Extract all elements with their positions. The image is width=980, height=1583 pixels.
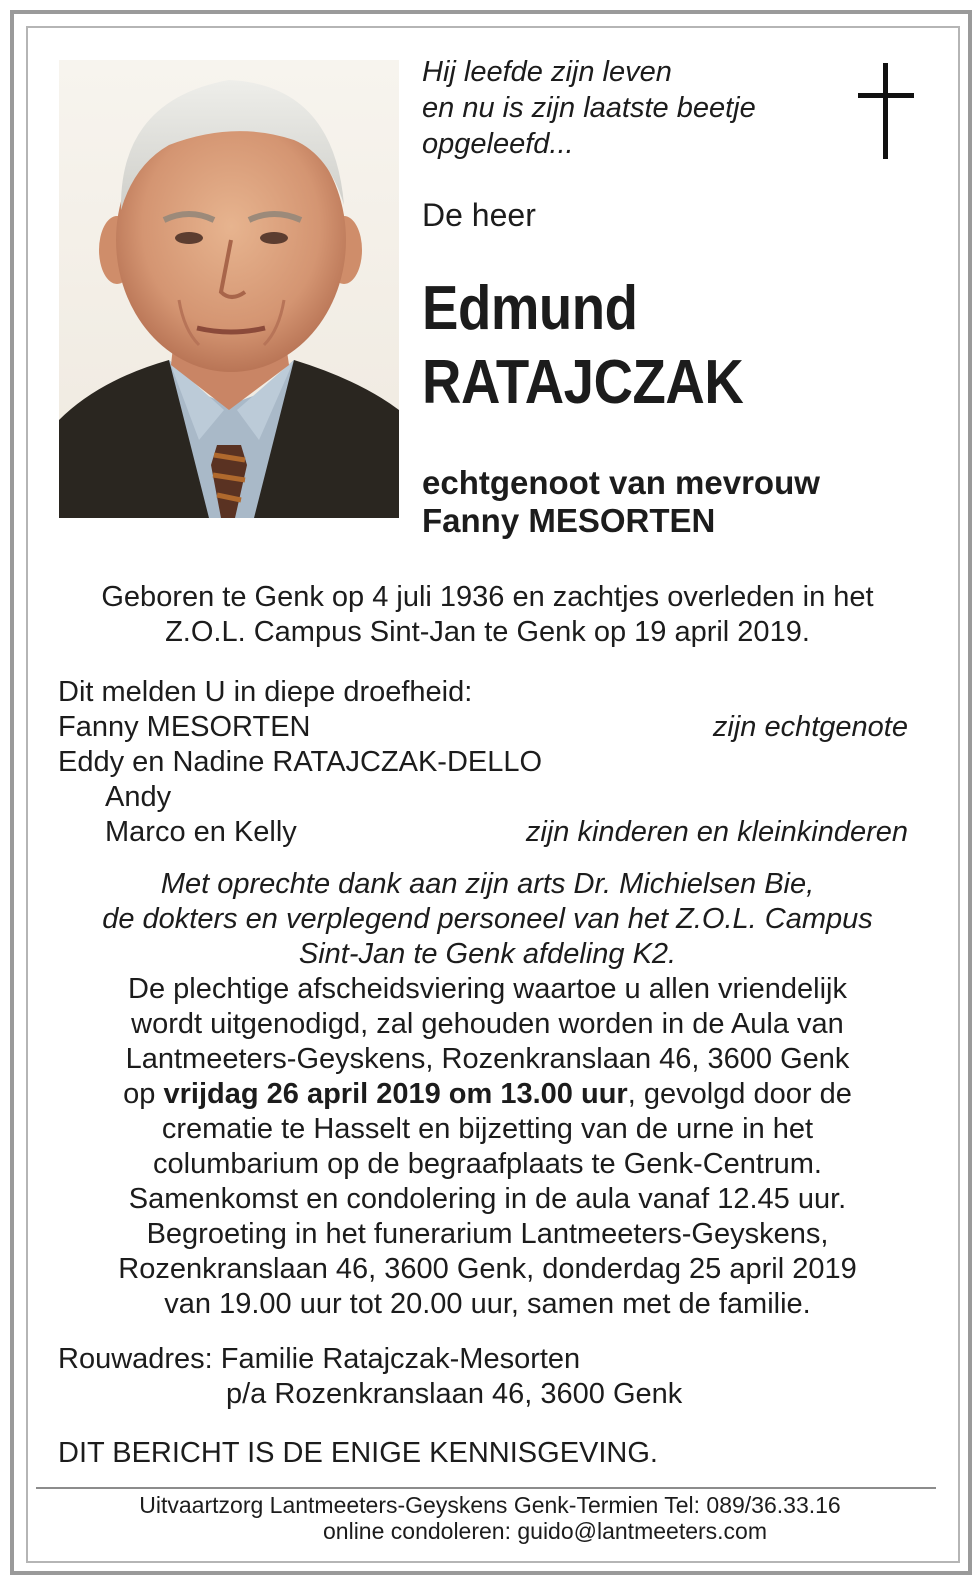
portrait-photo <box>59 60 399 518</box>
mourners-intro: Dit melden U in diepe droefheid: <box>58 676 473 708</box>
spouse-line-1: echtgenoot van mevrouw <box>422 464 820 501</box>
ceremony-line: De plechtige afscheidsviering waartoe u allen vriendelijk <box>128 973 847 1005</box>
mourner-name: Marco en Kelly <box>105 816 297 848</box>
portrait-illustration <box>59 60 399 518</box>
motto-quote: Hij leefde zijn leven en nu is zijn laatste beetje opgeleefd... <box>422 56 756 160</box>
ceremony-line: Begroeting in het funerarium Lantmeeters-Geyskens, <box>146 1218 829 1250</box>
ceremony-line: crematie te Hasselt en bijzetting van de urne in het <box>161 1113 814 1145</box>
spouse-line-2: Fanny MESORTEN <box>422 502 716 539</box>
birth-death-line: Z.O.L. Campus Sint-Jan te Genk op 19 april 2019. <box>165 616 810 648</box>
mourners-list <box>58 675 908 850</box>
ceremony-line: wordt uitgenodigd, zal gehouden worden in de Aula van <box>131 1008 844 1040</box>
ceremony-line: Lantmeeters-Geyskens, Rozenkranslaan 46, 3600 Genk <box>125 1043 850 1075</box>
mourning-address-line-2: p/a Rozenkranslaan 46, 3600 Genk <box>226 1378 683 1410</box>
ceremony-date: vrijdag 26 april 2019 om 13.00 uur <box>163 1078 628 1110</box>
list-item <box>58 780 908 815</box>
footer-divider <box>36 1487 936 1489</box>
ceremony-line: columbarium op de begraafplaats te Genk-Centrum. <box>153 1148 822 1180</box>
mourner-name: Eddy en Nadine RATAJCZAK-DELLO <box>58 746 543 778</box>
spouse-info <box>422 464 820 540</box>
mourner-name: Fanny MESORTEN <box>58 711 311 743</box>
deceased-name <box>422 272 743 420</box>
birth-death-line: Geboren te Genk op 4 juli 1936 en zachtjes overleden in het <box>101 581 874 613</box>
list-item <box>58 710 908 745</box>
thanks-line: de dokters en verplegend personeel van het Z.O.L. Campus <box>102 903 873 935</box>
ceremony-date-pre: op <box>123 1078 164 1110</box>
thanks-and-ceremony <box>40 867 935 1322</box>
sole-notice: DIT BERICHT IS DE ENIGE KENNISGEVING. <box>58 1437 658 1469</box>
ceremony-date-line <box>40 1077 935 1112</box>
ceremony-date-post: , gevolgd door de <box>627 1078 852 1110</box>
footer-line-2: online condoleren: guido@lantmeeters.com <box>323 1518 767 1544</box>
thanks-line: Sint-Jan te Genk afdeling K2. <box>298 938 677 970</box>
last-name: RATAJCZAK <box>422 348 744 417</box>
mourner-relation: zijn echtgenote <box>712 711 908 743</box>
mourner-relation: zijn kinderen en kleinkinderen <box>525 816 908 848</box>
footer-line-1: Uitvaartzorg Lantmeeters-Geyskens Genk-Termien Tel: 089/36.33.16 <box>139 1492 841 1518</box>
mourning-address <box>58 1342 908 1412</box>
first-name: Edmund <box>422 274 638 343</box>
thanks-line: Met oprechte dank aan zijn arts Dr. Michielsen Bie, <box>160 868 815 900</box>
mourning-address-line-1: Rouwadres: Familie Ratajczak-Mesorten <box>58 1343 581 1375</box>
birth-death-text <box>40 580 935 650</box>
footer <box>40 1492 940 1544</box>
cross-icon <box>858 63 914 159</box>
salutation: De heer <box>422 197 536 233</box>
list-item <box>58 815 908 850</box>
mourner-name: Andy <box>105 781 172 813</box>
ceremony-line: van 19.00 uur tot 20.00 uur, samen met de familie. <box>164 1288 811 1320</box>
ceremony-line: Rozenkranslaan 46, 3600 Genk, donderdag 25 april 2019 <box>118 1253 857 1285</box>
ceremony-line: Samenkomst en condolering in de aula vanaf 12.45 uur. <box>128 1183 847 1215</box>
list-item <box>58 745 908 780</box>
